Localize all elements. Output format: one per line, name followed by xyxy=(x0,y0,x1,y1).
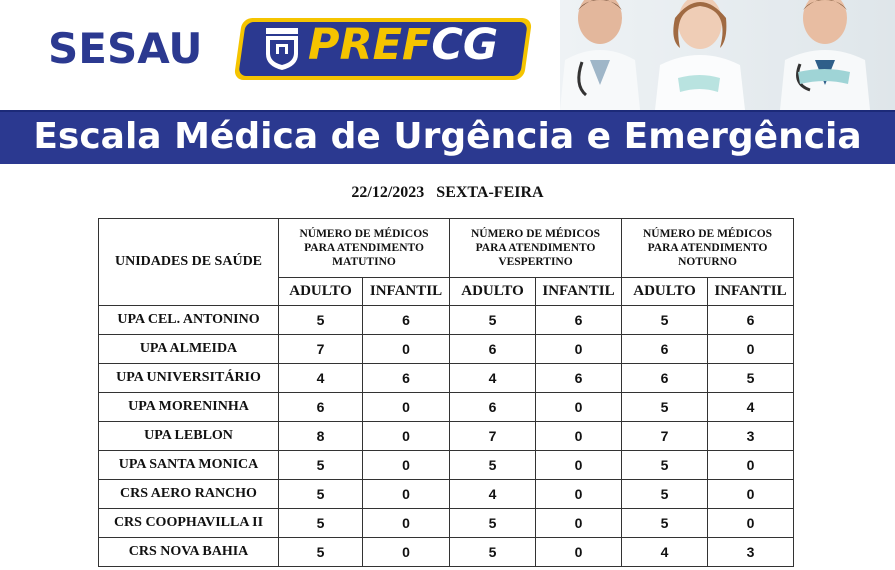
night-adult-count: 5 xyxy=(622,480,708,509)
morning-adult-count: 5 xyxy=(279,306,363,335)
afternoon-child-count: 0 xyxy=(536,451,622,480)
schedule-table xyxy=(98,218,794,567)
pref-text: PREF xyxy=(308,20,432,70)
afternoon-shift-header: NÚMERO DE MÉDICOS PARA ATENDIMENTO VESPERTINO xyxy=(450,219,622,278)
afternoon-child-count: 0 xyxy=(536,393,622,422)
afternoon-adult-count: 4 xyxy=(450,480,536,509)
morning-child-header: INFANTIL xyxy=(363,278,450,306)
afternoon-adult-header: ADULTO xyxy=(450,278,536,306)
night-adult-count: 4 xyxy=(622,538,708,567)
morning-child-count: 0 xyxy=(363,538,450,567)
table-body xyxy=(99,306,794,567)
night-child-count: 3 xyxy=(708,538,794,567)
morning-child-count: 0 xyxy=(363,422,450,451)
afternoon-adult-count: 4 xyxy=(450,364,536,393)
night-child-count: 5 xyxy=(708,364,794,393)
morning-shift-header: NÚMERO DE MÉDICOS PARA ATENDIMENTO MATUTINO xyxy=(279,219,450,278)
morning-adult-count: 7 xyxy=(279,335,363,364)
sesau-logo: SESAU xyxy=(48,24,203,73)
unit-name: UPA UNIVERSITÁRIO xyxy=(99,364,279,393)
afternoon-child-count: 6 xyxy=(536,306,622,335)
schedule-date: 22/12/2023 xyxy=(351,184,425,201)
city-crest-icon xyxy=(262,26,302,72)
table-row xyxy=(99,480,794,509)
morning-adult-count: 5 xyxy=(279,538,363,567)
morning-adult-count: 5 xyxy=(279,451,363,480)
table-row xyxy=(99,538,794,567)
unit-name: CRS COOPHAVILLA II xyxy=(99,509,279,538)
night-adult-header: ADULTO xyxy=(622,278,708,306)
table-row xyxy=(99,364,794,393)
morning-adult-count: 8 xyxy=(279,422,363,451)
night-adult-count: 5 xyxy=(622,509,708,538)
afternoon-child-count: 0 xyxy=(536,509,622,538)
afternoon-adult-count: 5 xyxy=(450,538,536,567)
morning-child-count: 0 xyxy=(363,335,450,364)
afternoon-adult-count: 5 xyxy=(450,306,536,335)
table-row xyxy=(99,335,794,364)
afternoon-adult-count: 5 xyxy=(450,509,536,538)
unit-name: CRS NOVA BAHIA xyxy=(99,538,279,567)
afternoon-adult-count: 6 xyxy=(450,393,536,422)
morning-adult-header: ADULTO xyxy=(279,278,363,306)
prefcg-logo-text xyxy=(308,20,498,70)
morning-child-count: 0 xyxy=(363,451,450,480)
units-column-header: UNIDADES DE SAÚDE xyxy=(99,219,279,306)
schedule-weekday: SEXTA-FEIRA xyxy=(436,184,544,201)
night-child-count: 0 xyxy=(708,509,794,538)
table-row xyxy=(99,306,794,335)
afternoon-child-count: 0 xyxy=(536,335,622,364)
night-child-count: 4 xyxy=(708,393,794,422)
afternoon-child-count: 0 xyxy=(536,538,622,567)
night-child-header: INFANTIL xyxy=(708,278,794,306)
night-child-count: 3 xyxy=(708,422,794,451)
night-child-count: 0 xyxy=(708,335,794,364)
night-shift-header: NÚMERO DE MÉDICOS PARA ATENDIMENTO NOTURNO xyxy=(622,219,794,278)
date-line xyxy=(0,184,895,202)
table-row xyxy=(99,451,794,480)
morning-child-count: 6 xyxy=(363,364,450,393)
afternoon-child-header: INFANTIL xyxy=(536,278,622,306)
unit-name: UPA MORENINHA xyxy=(99,393,279,422)
unit-name: UPA CEL. ANTONINO xyxy=(99,306,279,335)
night-child-count: 6 xyxy=(708,306,794,335)
morning-adult-count: 4 xyxy=(279,364,363,393)
morning-child-count: 0 xyxy=(363,509,450,538)
morning-child-count: 6 xyxy=(363,306,450,335)
night-child-count: 0 xyxy=(708,451,794,480)
morning-adult-count: 5 xyxy=(279,480,363,509)
cg-text: CG xyxy=(431,20,499,70)
morning-child-count: 0 xyxy=(363,393,450,422)
afternoon-adult-count: 5 xyxy=(450,451,536,480)
afternoon-child-count: 0 xyxy=(536,422,622,451)
night-adult-count: 5 xyxy=(622,451,708,480)
unit-name: UPA LEBLON xyxy=(99,422,279,451)
afternoon-child-count: 0 xyxy=(536,480,622,509)
afternoon-child-count: 6 xyxy=(536,364,622,393)
table-header-row xyxy=(99,219,794,278)
morning-adult-count: 5 xyxy=(279,509,363,538)
unit-name: CRS AERO RANCHO xyxy=(99,480,279,509)
afternoon-adult-count: 6 xyxy=(450,335,536,364)
night-adult-count: 5 xyxy=(622,306,708,335)
morning-child-count: 0 xyxy=(363,480,450,509)
unit-name: UPA SANTA MONICA xyxy=(99,451,279,480)
night-child-count: 0 xyxy=(708,480,794,509)
header xyxy=(0,0,895,110)
table-row xyxy=(99,393,794,422)
night-adult-count: 6 xyxy=(622,364,708,393)
unit-name: UPA ALMEIDA xyxy=(99,335,279,364)
table-row xyxy=(99,509,794,538)
morning-adult-count: 6 xyxy=(279,393,363,422)
page-title: Escala Médica de Urgência e Emergência xyxy=(33,116,862,157)
night-adult-count: 6 xyxy=(622,335,708,364)
afternoon-adult-count: 7 xyxy=(450,422,536,451)
doctors-photo xyxy=(560,0,895,110)
night-adult-count: 7 xyxy=(622,422,708,451)
table-row xyxy=(99,422,794,451)
night-adult-count: 5 xyxy=(622,393,708,422)
